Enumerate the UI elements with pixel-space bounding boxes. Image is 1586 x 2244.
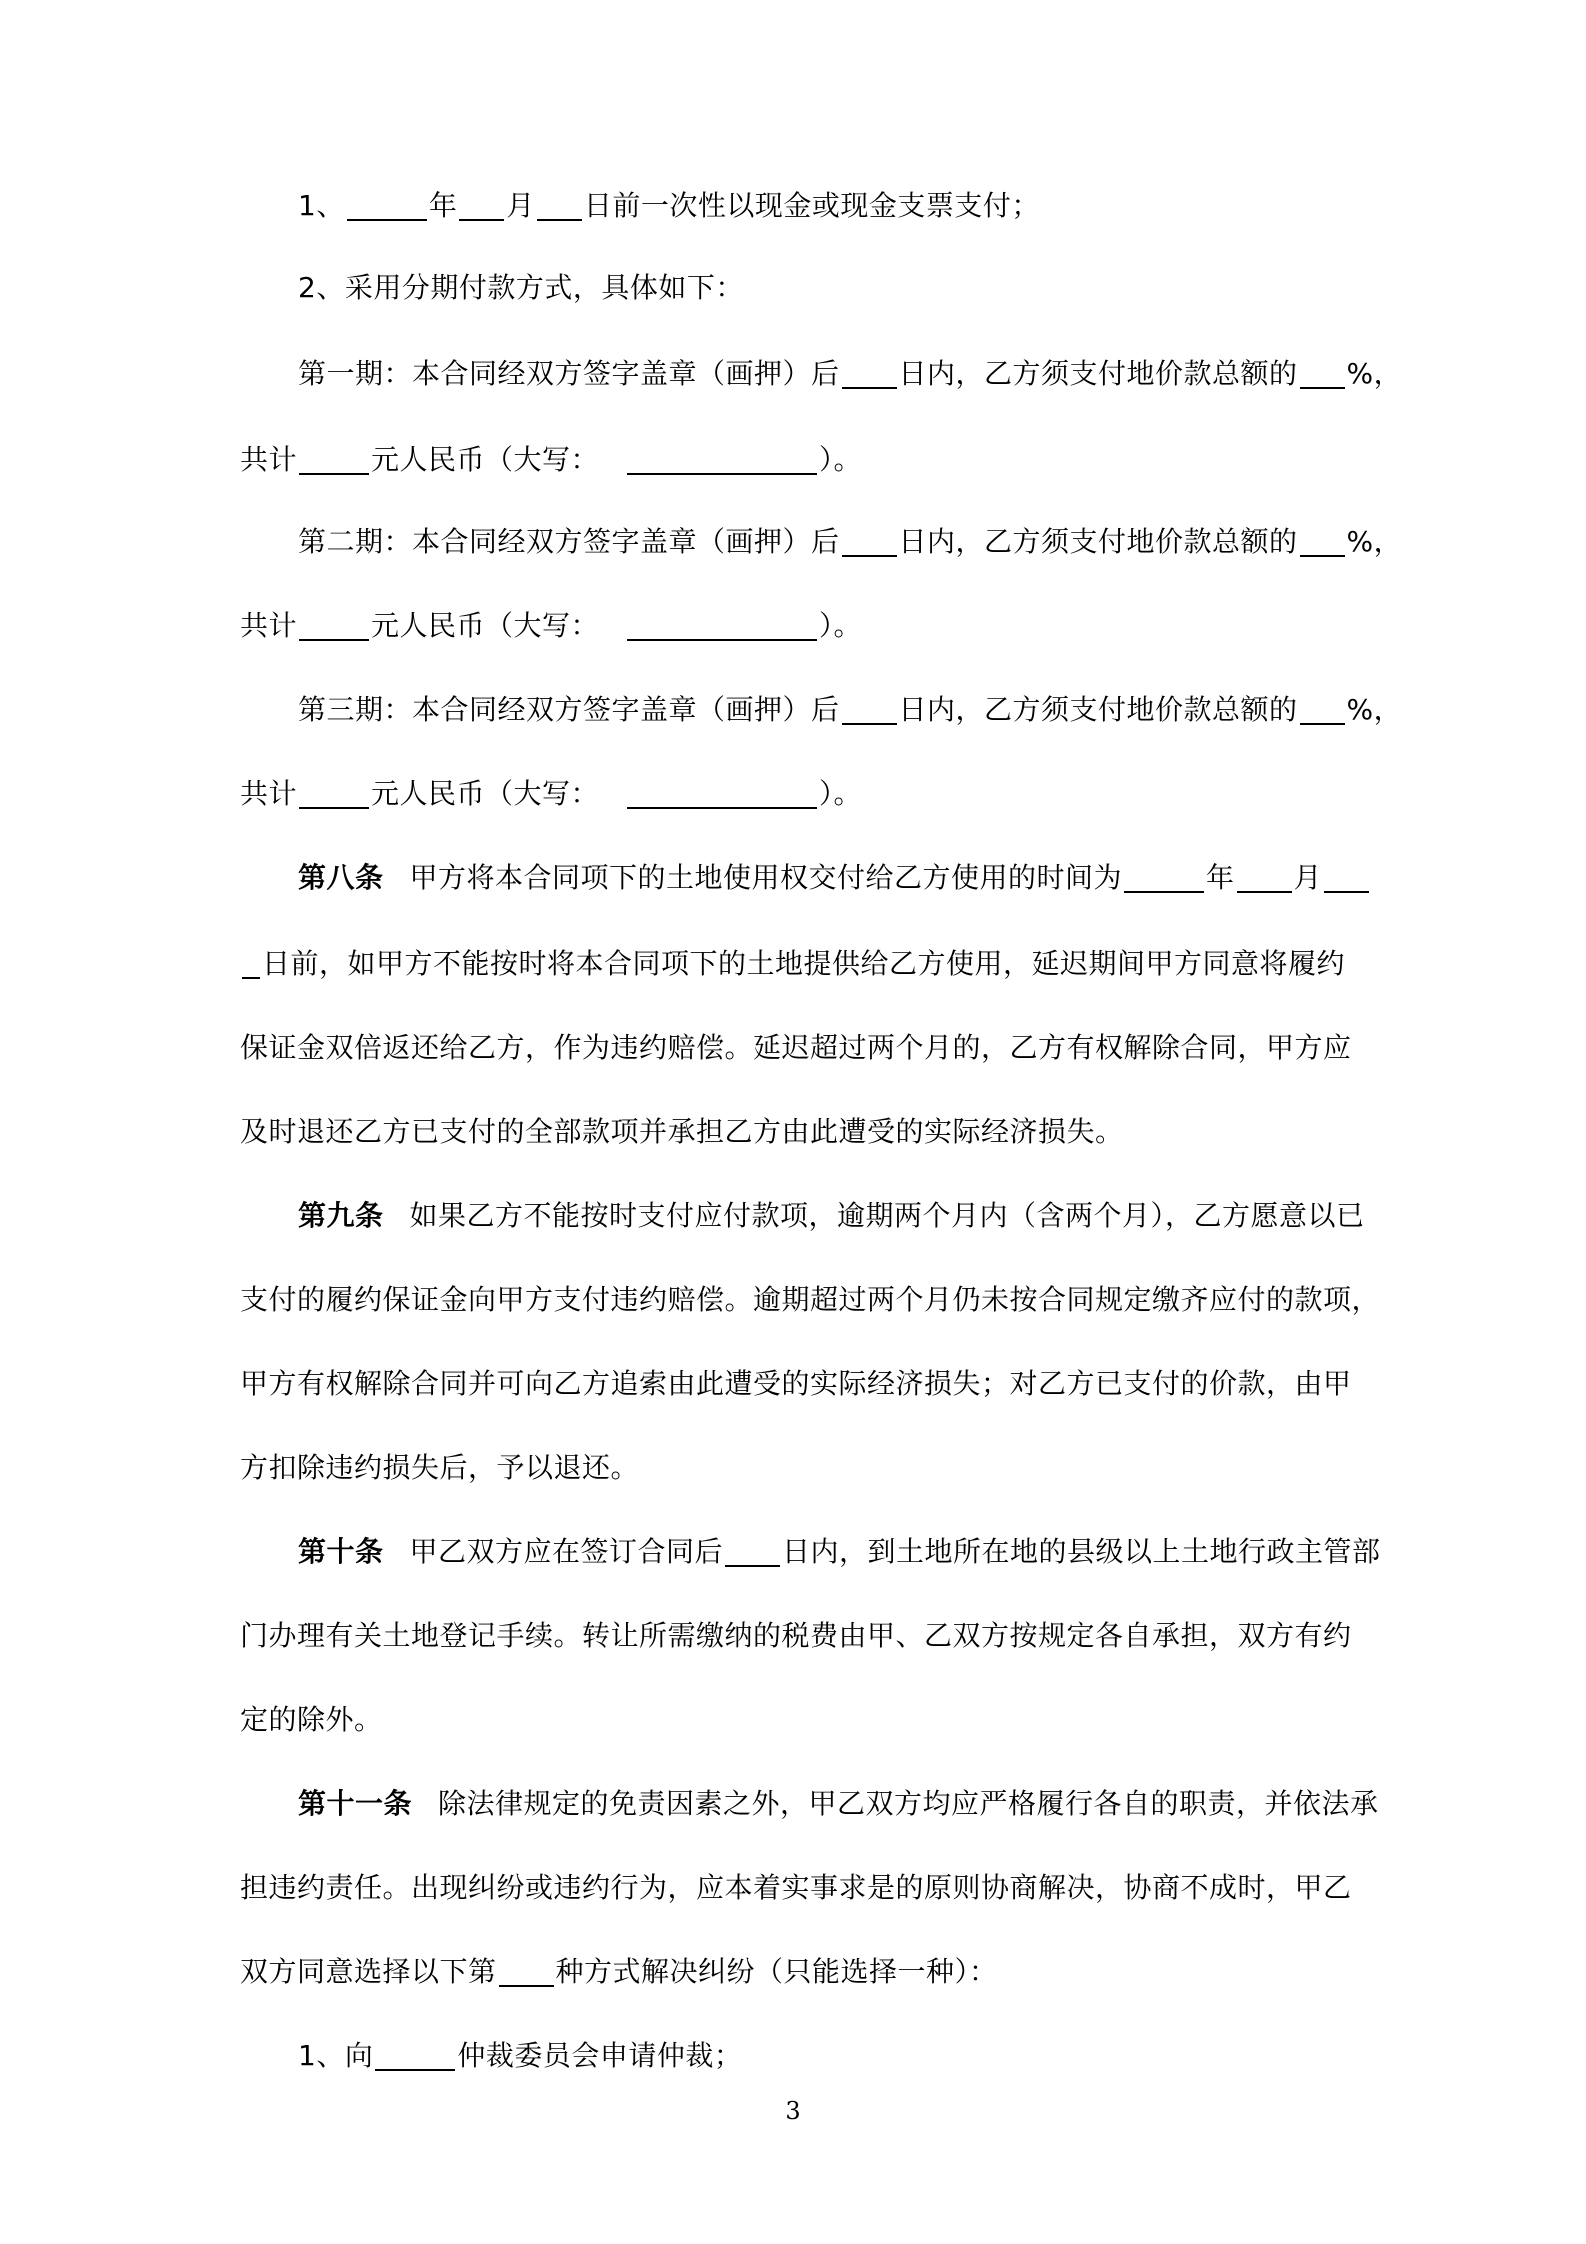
days-blank bbox=[842, 525, 897, 557]
article-9-line-3: 甲方有权解除合同并可向乙方追索由此遭受的实际经济损失；对乙方已支付的价款，由甲 bbox=[240, 1367, 1352, 1400]
installment-3-line bbox=[298, 690, 1402, 730]
amount-blank bbox=[299, 609, 369, 641]
article-10-line-3: 定的除外。 bbox=[240, 1703, 383, 1736]
month-label: 月 bbox=[506, 189, 535, 222]
option-number: 1、 bbox=[298, 189, 345, 222]
article-8-text: 日前，如甲方不能按时将本合同项下的土地提供给乙方使用，延迟期间甲方同意将履约 bbox=[262, 947, 1346, 980]
article-11-title: 第十一条 bbox=[298, 1787, 413, 1820]
article-10-text: 甲乙双方应在签订合同后 bbox=[409, 1535, 724, 1568]
closing-paren: ）。 bbox=[819, 609, 863, 642]
installment-2-line bbox=[298, 522, 1402, 562]
article-10-line-2: 门办理有关土地登记手续。转让所需缴纳的税费由甲、乙双方按规定各自承担，双方有约 bbox=[240, 1619, 1352, 1652]
amount-blank bbox=[299, 777, 369, 809]
payment-option-2: 2、采用分期付款方式，具体如下： bbox=[298, 271, 744, 304]
option-text: 日前一次性以现金或现金支票支付； bbox=[583, 189, 1040, 222]
arbitration-commission-blank bbox=[375, 2039, 455, 2071]
article-8-line-1 bbox=[298, 858, 1371, 898]
percent-sign: %， bbox=[1346, 693, 1403, 726]
closing-paren: ）。 bbox=[819, 443, 863, 476]
total-label: 共计 bbox=[240, 777, 298, 810]
article-10-line-1 bbox=[298, 1532, 1381, 1572]
day-blank bbox=[537, 189, 582, 221]
article-9-line-1 bbox=[298, 1196, 1365, 1236]
installment-head: 第二期：本合同经双方签字盖章（画押）后 bbox=[298, 525, 840, 558]
article-8-line-3: 保证金双倍返还给乙方，作为违约赔偿。延迟超过两个月的，乙方有权解除合同，甲方应 bbox=[240, 1031, 1352, 1064]
amount-words-blank bbox=[627, 777, 817, 809]
article-10-title: 第十条 bbox=[298, 1535, 384, 1568]
installment-head: 第三期：本合同经双方签字盖章（画押）后 bbox=[298, 693, 840, 726]
payment-option-1 bbox=[298, 186, 1040, 226]
arbitration-option-1 bbox=[298, 2036, 742, 2076]
article-11-text: 除法律规定的免责因素之外，甲乙双方均应严格履行各自的职责，并依法承 bbox=[438, 1787, 1379, 1820]
installment-1-line bbox=[298, 354, 1402, 394]
article-9-title: 第九条 bbox=[298, 1199, 384, 1232]
article-11-line-1 bbox=[298, 1784, 1379, 1824]
year-label: 年 bbox=[428, 189, 458, 222]
month-label: 月 bbox=[1293, 861, 1323, 894]
article-9-line-4: 方扣除违约损失后，予以退还。 bbox=[240, 1451, 640, 1484]
month-blank bbox=[459, 189, 504, 221]
closing-paren: ）。 bbox=[819, 777, 863, 810]
installment-2-total bbox=[240, 606, 862, 646]
article-11-text: 双方同意选择以下第 bbox=[240, 1955, 497, 1988]
option-text: 1、向 bbox=[298, 2039, 374, 2072]
percent-blank bbox=[1300, 525, 1345, 557]
total-label: 共计 bbox=[240, 609, 298, 642]
amount-words-blank bbox=[627, 609, 817, 641]
installment-head: 第一期：本合同经双方签字盖章（画押）后 bbox=[298, 357, 840, 390]
installment-1-total bbox=[240, 440, 862, 480]
installment-3-total bbox=[240, 774, 862, 814]
rmb-label: 元人民币（大写： bbox=[371, 609, 600, 642]
percent-blank bbox=[1300, 693, 1345, 725]
rmb-label: 元人民币（大写： bbox=[371, 777, 600, 810]
days-blank bbox=[725, 1535, 780, 1567]
installment-days-text: 日内，乙方须支付地价款总额的 bbox=[898, 525, 1298, 558]
year-blank bbox=[1124, 861, 1204, 893]
days-blank bbox=[842, 357, 897, 389]
installment-days-text: 日内，乙方须支付地价款总额的 bbox=[898, 693, 1298, 726]
percent-sign: %， bbox=[1346, 357, 1403, 390]
percent-sign: %， bbox=[1346, 525, 1403, 558]
article-11-text: 种方式解决纠纷（只能选择一种）： bbox=[555, 1955, 998, 1988]
article-8-line-2 bbox=[240, 944, 1345, 984]
article-11-line-3 bbox=[240, 1952, 998, 1992]
article-8-text: 甲方将本合同项下的土地使用权交付给乙方使用的时间为 bbox=[409, 861, 1123, 894]
rmb-label: 元人民币（大写： bbox=[371, 443, 600, 476]
page-number: 3 bbox=[785, 2097, 801, 2125]
amount-words-blank bbox=[627, 443, 817, 475]
amount-blank bbox=[299, 443, 369, 475]
article-9-line-2: 支付的履约保证金向甲方支付违约赔偿。逾期超过两个月仍未按合同规定缴齐应付的款项， bbox=[240, 1283, 1381, 1316]
article-11-line-2: 担违约责任。出现纠纷或违约行为，应本着实事求是的原则协商解决，协商不成时，甲乙 bbox=[240, 1871, 1352, 1904]
year-blank bbox=[347, 189, 427, 221]
year-label: 年 bbox=[1206, 861, 1235, 894]
article-8-line-4: 及时退还乙方已支付的全部款项并承担乙方由此遭受的实际经济损失。 bbox=[240, 1115, 1124, 1148]
article-9-text: 如果乙方不能按时支付应付款项，逾期两个月内（含两个月），乙方愿意以已 bbox=[409, 1199, 1365, 1232]
days-blank bbox=[842, 693, 897, 725]
percent-blank bbox=[1300, 357, 1345, 389]
installment-days-text: 日内，乙方须支付地价款总额的 bbox=[898, 357, 1298, 390]
day-blank bbox=[1324, 861, 1369, 893]
method-number-blank bbox=[499, 1955, 554, 1987]
day-blank-continued bbox=[242, 947, 260, 979]
month-blank bbox=[1237, 861, 1292, 893]
total-label: 共计 bbox=[240, 443, 298, 476]
article-8-title: 第八条 bbox=[298, 861, 384, 894]
option-text: 仲裁委员会申请仲裁； bbox=[457, 2039, 743, 2072]
article-10-text: 日内，到土地所在地的县级以上土地行政主管部 bbox=[782, 1535, 1381, 1568]
